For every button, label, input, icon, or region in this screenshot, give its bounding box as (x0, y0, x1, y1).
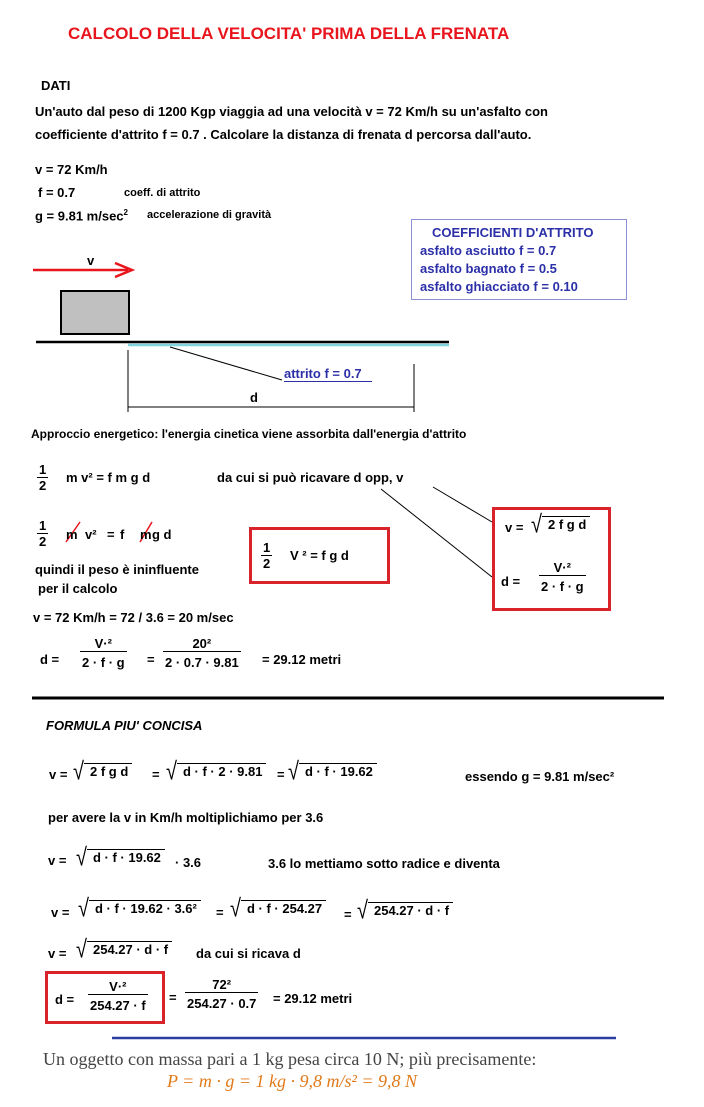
given-g-value: g = 9.81 m/sec (35, 208, 124, 224)
footer-line-2: P = m · g = 1 kg · 9,8 m/s² = 9,8 N (167, 1071, 418, 1091)
eq1-rest: m v² = f m g d (66, 470, 151, 485)
concise-l1-equals-2: = (277, 767, 285, 782)
result-d-fraction: V·² 2 · f · g (541, 560, 584, 594)
eq1-note: da cui si può ricavare d opp, v (217, 470, 404, 485)
weight-note-1: quindi il peso è ininfluente (35, 562, 199, 577)
concise-heading: FORMULA PIU' CONCISA (46, 718, 203, 733)
coefficient-icy: asfalto ghiacciato f = 0.10 (420, 279, 578, 294)
concise-l3-equals-2: = (344, 907, 352, 922)
concise-l3-lhs: v = (51, 905, 70, 920)
given-g-exponent: 2 (123, 208, 128, 217)
problem-line-2: coefficiente d'attrito f = 0.7 . Calcolare la distanza di frenata d percorsa dall'auto. (35, 127, 532, 142)
pointer-to-v (433, 487, 492, 522)
boxed-half: 1 2 (263, 540, 271, 571)
concise-l1-sqrt-3: √ d · f · 19.62 (288, 763, 377, 779)
pointer-to-d (381, 489, 492, 577)
concise-l2-sqrt: √ d · f · 19.62 (76, 849, 165, 865)
friction-label: attrito f = 0.7 (284, 366, 362, 381)
eq2-equals: = (107, 527, 115, 542)
eq2-m2: m (140, 527, 152, 542)
result-v-sqrt: √ 2 f g d (531, 516, 590, 532)
problem-line-1: Un'auto dal peso di 1200 Kgp viaggia ad una velocità v = 72 Km/h su un'asfalto con (35, 104, 548, 119)
concise-l4-lhs: v = (48, 946, 67, 961)
coefficients-heading: COEFFICIENTI D'ATTRITO (432, 225, 594, 240)
concise-l1-equals-1: = (152, 767, 160, 782)
calc-d-equals: = (147, 652, 155, 667)
speed-conversion: v = 72 Km/h = 72 / 3.6 = 20 m/sec (33, 610, 234, 625)
concise-l3-equals-1: = (216, 905, 224, 920)
concise-l1-sqrt-2: √ d · f · 2 · 9.81 (166, 763, 266, 779)
car-block (61, 291, 129, 334)
concise-l1-note: essendo g = 9.81 m/sec² (465, 769, 615, 784)
result-d-lhs: d = (501, 574, 521, 589)
footer-line-1: Un oggetto con massa pari a 1 kg pesa circa 10 N; più precisamente: (43, 1049, 537, 1069)
concise-l5-lhs: d = (55, 992, 75, 1007)
coefficients-box (411, 219, 627, 300)
concise-l3-sqrt-2: √ d · f · 254.27 (230, 900, 326, 916)
calc-d-lhs: d = (40, 652, 60, 667)
diagram-v-label: v (87, 253, 95, 268)
calc-d-fraction-2: 20² 2 · 0.7 · 9.81 (165, 636, 239, 670)
concise-d-box (45, 971, 165, 1024)
km-note: per avere la v in Km/h moltiplichiamo per 3.6 (48, 810, 324, 825)
given-g-note: accelerazione di gravità (147, 209, 272, 221)
boxed-rest: V ² = f g d (290, 548, 349, 563)
given-v: v = 72 Km/h (35, 162, 108, 177)
concise-l3-sqrt-1: √ d · f · 19.62 · 3.6² (78, 900, 201, 916)
concise-l2-note: 3.6 lo mettiamo sotto radice e diventa (268, 856, 500, 871)
concise-l5-equals: = (169, 990, 177, 1005)
concise-l4-sqrt: √ 254.27 · d · f (76, 941, 172, 957)
weight-note-2: per il calcolo (38, 581, 118, 596)
concise-l5-fraction-1: V·² 254.27 · f (90, 979, 146, 1013)
result-v-lhs: v = (505, 520, 524, 535)
friction-label-underline (284, 381, 372, 382)
given-g (35, 208, 128, 223)
given-f-note: coeff. di attrito (124, 187, 201, 199)
eq2-f: f (120, 527, 125, 542)
eq2-m: m (66, 527, 78, 542)
friction-pointer (170, 347, 282, 380)
concise-l2-tail: · 3.6 (175, 855, 202, 870)
diagram-d-label: d (250, 390, 258, 405)
coefficient-wet: asfalto bagnato f = 0.5 (420, 261, 557, 276)
concise-l1-sqrt-1: √ 2 f g d (73, 763, 132, 779)
coefficient-dry: asfalto asciutto f = 0.7 (420, 243, 557, 258)
dati-heading: DATI (41, 78, 71, 93)
concise-l5-result: = 29.12 metri (273, 991, 353, 1006)
concise-l1-lhs: v = (49, 767, 68, 782)
eq2-v2: v² (85, 527, 97, 542)
eq1-half: 1 2 (39, 462, 47, 493)
eq2-gd: g d (152, 527, 172, 542)
energy-approach: Approccio energetico: l'energia cinetica viene assorbita dall'energia d'attrito (31, 427, 467, 441)
results-box (492, 507, 611, 611)
calc-d-result: = 29.12 metri (262, 652, 342, 667)
concise-l2-lhs: v = (48, 853, 67, 868)
given-f: f = 0.7 (38, 185, 76, 200)
eq2-half: 1 2 (39, 518, 47, 549)
concise-l3-sqrt-3: √ 254.27 · d · f (357, 902, 453, 918)
concise-l4-note: da cui si ricava d (196, 946, 301, 961)
concise-l5-fraction-2: 72² 254.27 · 0.7 (187, 977, 257, 1011)
boxed-simplified-eq (249, 527, 390, 584)
calc-d-fraction-1: V·² 2 · f · g (82, 636, 125, 670)
page-title: CALCOLO DELLA VELOCITA' PRIMA DELLA FRENATA (68, 24, 510, 43)
